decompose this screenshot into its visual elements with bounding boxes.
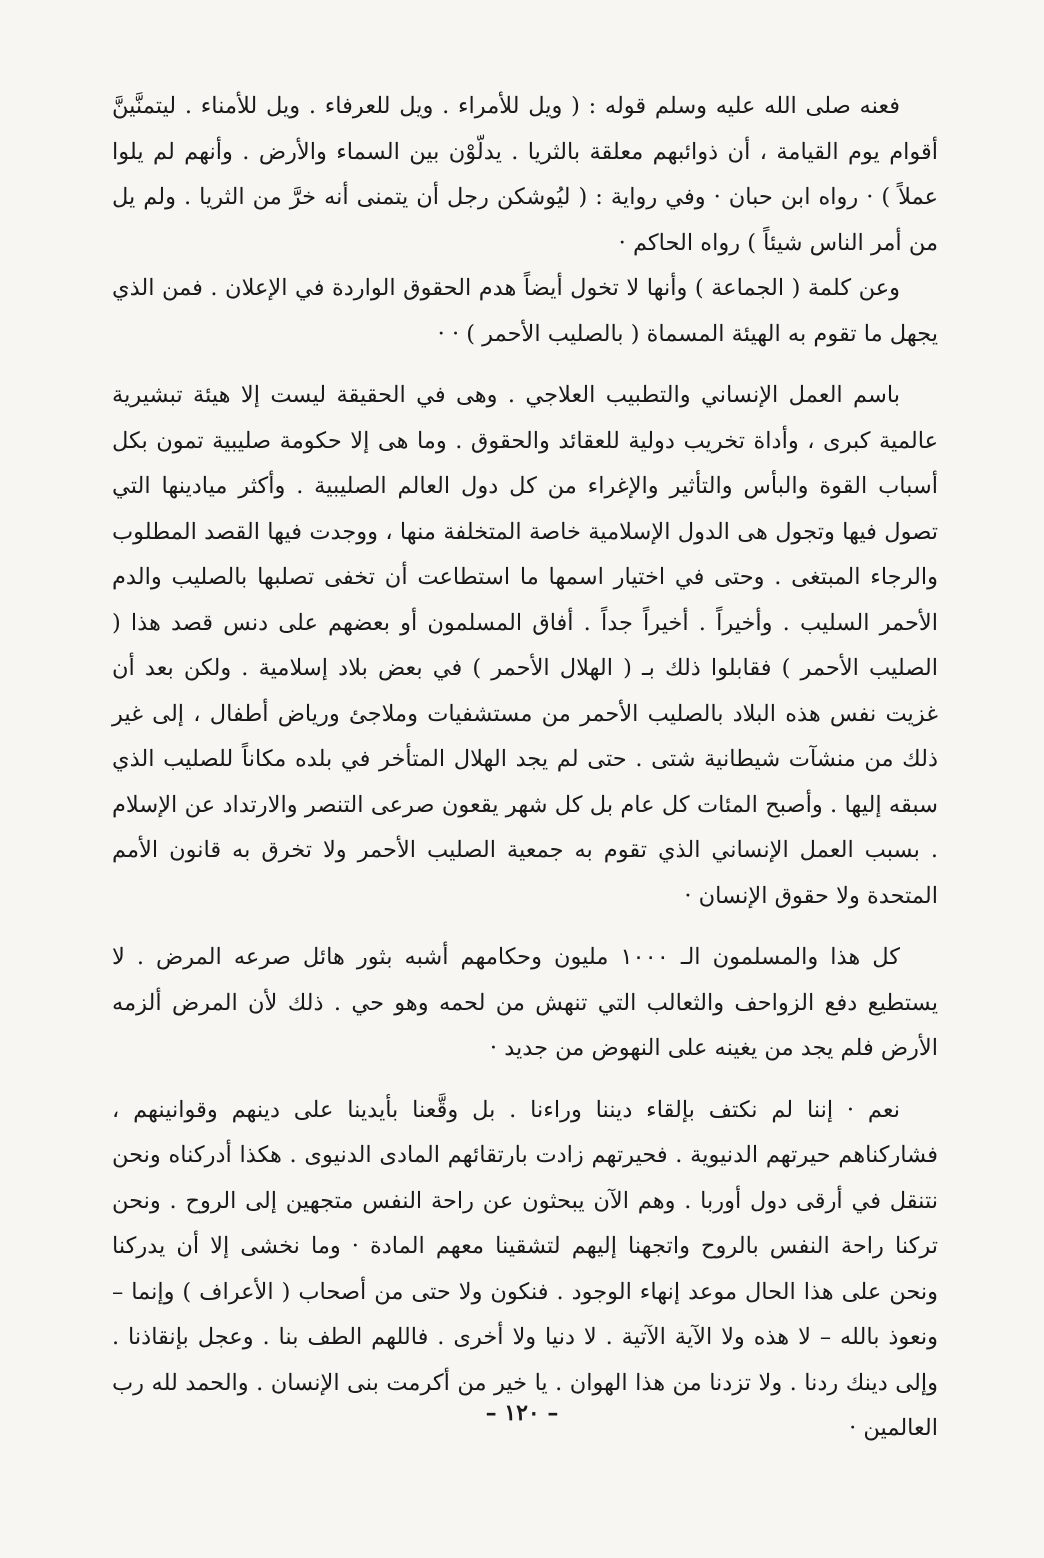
paragraph-muslims: كل هذا والمسلمون الـ ١٠٠٠ مليون وحكامهم أشبه بثور هائل صرعه المرض . لا يستطيع دفع الزواحف والثعالب التي تنهش من لحمه وهو حي . ذلك لأن المرض ألزمه الأرض فلم يجد من يغينه على النهوض من جديد ·: [112, 944, 938, 1061]
body-text: [112, 84, 938, 1452]
paragraph-hadith: فعنه صلى الله عليه وسلم قوله : ( ويل للأمراء . ويل للعرفاء . ويل للأمناء . ليتمنَّينَّ أقوام يوم القيامة ، أن ذوائبهم معلقة بالثريا . يدلّوْن بين السماء والأرض . وأنهم لم يلوا عملاً ) · رواه ابن حبان · وفي رواية : ( ليُوشكن رجل أن يتمنى أنه خرَّ من الثريا . ولم يل من أمر الناس شيئاً ) رواه الحاكم ·: [112, 93, 938, 256]
paragraph-jamaa: وعن كلمة ( الجماعة ) وأنها لا تخول أيضاً هدم الحقوق الواردة في الإعلان . فمن الذي يجهل ما تقوم به الهيئة المسماة ( بالصليب الأحمر ) · ·: [112, 275, 938, 347]
paragraph-conclusion: نعم · إننا لم نكتف بإلقاء ديننا وراءنا . بل وقَّعنا بأيدينا على دينهم وقوانينهم ، فشاركناهم حيرتهم الدنيوية . فحيرتهم زادت بارتقائهم المادى الدنيوى . هكذا أدركناه ونحن نتنقل في أرقى دول أوربا . وهم الآن يبحثون عن راحة النفس متجهين إلى الروح . ونحن تركنا راحة النفس بالروح واتجهنا إليهم لتشقينا معهم المادة · وما نخشى إلا أن يدركنا ونحن على هذا الحال موعد إنهاء الوجود . فنكون ولا حتى من أصحاب ( الأعراف ) وإنما – ونعوذ بالله – لا هذه ولا الآية الآتية . لا دنيا ولا أخرى . فاللهم الطف بنا . وعجل بإنقاذنا . وإلى دينك ردنا . ولا تزدنا من هذا الهوان . يا خير من أكرمت بنى الإنسان . والحمد لله رب العالمين ·: [112, 1096, 938, 1441]
paragraph-red-cross: باسم العمل الإنساني والتطبيب العلاجي . وهى في الحقيقة ليست إلا هيئة تبشيرية عالمية كبرى ، وأداة تخريب دولية للعقائد والحقوق . وما هى إلا حكومة صليبية تمون بكل أسباب القوة والبأس والتأثير والإغراء من كل دول العالم الصليبية . وأكثر ميادينها التي تصول فيها وتجول هى الدول الإسلامية خاصة المتخلفة منها ، ووجدت فيها القصد المطلوب والرجاء المبتغى . وحتى في اختيار اسمها ما استطاعت أن تخفى تصلبها بالصليب والدم الأحمر السليب . وأخيراً . أخيراً جداً . أفاق المسلمون أو بعضهم على دنس قصد هذا ( الصليب الأحمر ) فقابلوا ذلك بـ ( الهلال الأحمر ) في بعض بلاد إسلامية . ولكن بعد أن غزيت نفس هذه البلاد بالصليب الأحمر من مستشفيات وملاجئ ورياض أطفال ، إلى غير ذلك من منشآت شيطانية شتى . حتى لم يجد الهلال المتأخر في بلده مكاناً للصليب الذي سبقه إليها . وأصبح المئات كل عام بل كل شهر يقعون صرعى التنصر والارتداد عن الإسلام . بسبب العمل الإنساني الذي تقوم به جمعية الصليب الأحمر ولا تخرق به قانون الأمم المتحدة ولا حقوق الإنسان ·: [112, 382, 938, 909]
page-number: – ١٢٠ –: [485, 1400, 559, 1426]
